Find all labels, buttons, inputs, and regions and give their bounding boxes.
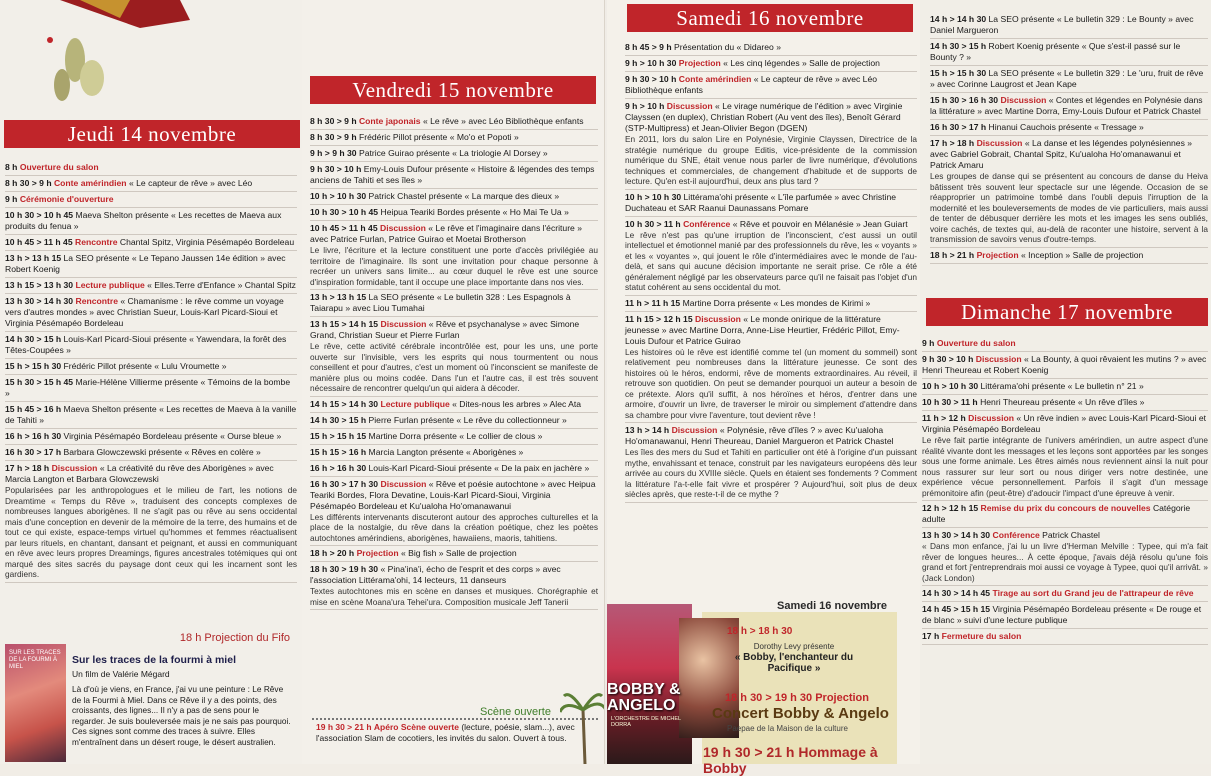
event-row <box>5 402 297 429</box>
event-text: Henri Theureau présente « Un rêve d'îles » <box>980 397 1145 407</box>
event-description: Les groupes de danse qui se présentent au concours de danse du Heiva bâtissent très souvent leur spectacle sur une légende. Occasion de se réapproprier un patrimoine tombé dans l'oubli depuis l'irruption de la modernité et les bouleversements de modes de vie particuliers, mais aussi de tenter de débusquer derrière les mots et les images les sens oubliés, voire cachés, de textes qui, au-delà de raconter une histoire, servent à la transmission de savoirs venus d'outre-temps. <box>930 171 1208 244</box>
event-text: « Le monde onirique de la littérature jeunesse » avec Martine Dorra, Anne-Lise Heurtier, Frédéric Pillot, Emy-Louis Dufour et Patrice Guirao <box>625 313 900 346</box>
event-row <box>625 99 917 190</box>
event-text: « Les cinq légendes » Salle de projection <box>723 58 880 68</box>
event-row <box>310 562 598 610</box>
event-kind: Conte amérindien <box>53 178 127 188</box>
page-samedi-dimanche <box>920 0 1211 764</box>
scene-ouverte-block <box>310 706 600 764</box>
event-row <box>922 501 1208 528</box>
event-kind: Discussion <box>380 223 426 233</box>
event-text: Littérama'ohi présente « L'île parfumée » avec Christine Duchateau et SAR Raanui Daunassans Pomare <box>625 191 897 213</box>
event-description: Les histoires où le rêve est identifié comme tel (un moment du sommeil) sont relativement peu nombreuses dans la littérature jeunesse. Ce sont des histoires où le héros, endormi, rêve de moments extraordinaires. Au réveil, il retrouve son quotidien. On peut se demander pourquoi un auteur a besoin de ce prétexte. Alors qu'il suffit, à nos héroïnes et héros, d'entrer dans une armoire, d'ouvrir un livre, de traverser le miroir ou simplement d'attendre dans sa chambre pour vivre l'aventure, tout devient rêve ! <box>625 346 917 420</box>
event-kind: Cérémonie d'ouverture <box>19 194 114 204</box>
event-text: « Chamanisme : le rêve comme un voyage vers d'autres mondes » avec Christian Sueur, Louis-Karl Picard-Sioui et Virginia Pésémapéo Bordeleau <box>5 296 284 328</box>
event-time: 13 h > 13 h 15 <box>310 292 367 302</box>
event-text: Pierre Furlan présente « Le rêve du collectionneur » <box>368 414 567 425</box>
event-time: 10 h > 10 h 30 <box>922 381 979 391</box>
event-description: Le rêve, cette activité cérébrale incontrôlée est, pour les uns, une porte ouverte sur l'invisible, vers les esprits qui nous tourmentent ou nous conseillent et pour d'autres, c'est un moment où l'inconscient se manifeste de manière plus ou moins codée. Dans l'un et l'autre cas, il est très souvent nécessaire de rencontrer quelqu'un qui aidera à décoder. <box>310 341 598 393</box>
day-banner-jeudi: Jeudi 14 novembre <box>4 120 300 148</box>
event-row <box>625 72 917 99</box>
page-vendredi <box>302 0 605 764</box>
event-text: La SEO présente « Le bulletin 329 : Le Bounty » avec Daniel Margueron <box>930 14 1194 35</box>
event-time: 8 h 30 > 9 h <box>5 178 52 188</box>
promo-line5: Concert Bobby & Angelo <box>712 705 889 722</box>
event-description: En 2011, lors du salon Lire en Polynésie, Virginie Clayssen, Directrice de la stratégie numérique du groupe Editis, vice-présidente de la commission numérique du SNE, était venue nous parler de livre numérique, d'évolutions techniques et commerciales, de changement d'habitude et de supports de lecture. Qu'en est-il aujourd'hui, deux ans plus tard ? <box>625 134 917 186</box>
event-row <box>310 205 598 221</box>
event-text: « Le capteur de rêve » avec Léo Bibliothèque enfants <box>625 74 877 95</box>
event-time: 14 h > 14 h 30 <box>930 14 987 24</box>
schedule-jeudi <box>5 160 297 583</box>
event-time: 18 h 30 > 19 h 30 <box>310 564 379 574</box>
event-kind: Discussion <box>666 101 713 111</box>
event-time: 8 h 30 > 9 h <box>310 116 357 126</box>
event-text: Heipua Teariki Bordes présente « Ho Mai Te Ua » <box>380 207 569 217</box>
event-text: « Le capteur de rêve » avec Léo <box>128 178 253 188</box>
event-text: Présentation du « Didareo » <box>673 42 781 52</box>
event-text: « La Bounty, à quoi rêvaient les mutins ? » avec Henri Theureau et Robert Koenig <box>922 354 1207 375</box>
event-time: 17 h > 18 h <box>930 138 975 148</box>
event-text: Marie-Hélène Villierme présente « Témoins de la bombe » <box>5 377 291 398</box>
event-kind: Lecture publique <box>75 280 145 290</box>
event-row <box>625 296 917 312</box>
fifo-text: Là d'où je viens, en France, j'ai vu une peinture : Le Rêve de la Fourmi à Miel. Dans ce Rêve il y a des points, des croissants, des lignes... Il n'y a pas de sens pour le regarder. Je suis bouleversée mais je ne sais pas pourquoi. Ces signes sont comme des traces à suivre. Elles m'entraînent dans un désert rouge, le désert australien. <box>72 684 291 747</box>
event-kind: Conférence <box>992 530 1040 540</box>
promo-line6: Paepae de la Maison de la culture <box>727 724 848 733</box>
event-kind: Rencontre <box>75 237 118 247</box>
event-time: 9 h > 10 h 30 <box>625 58 677 68</box>
event-text: « Un rêve indien » avec Louis-Karl Picard-Sioui et Virginia Pésémapéo Bordeleau <box>922 413 1206 434</box>
event-row <box>5 251 297 278</box>
event-time: 18 h > 21 h <box>930 249 975 260</box>
event-row <box>310 413 598 429</box>
event-kind: Ouverture du salon <box>19 162 99 172</box>
event-row <box>310 429 598 445</box>
event-text: Marcia Langton présente « Aborigènes » <box>368 446 524 457</box>
event-text: Littérama'ohi présente « Le bulletin n° 21 » <box>980 381 1144 391</box>
event-time: 16 h > 16 h 30 <box>310 462 367 473</box>
scene-text: (lecture, poésie, slam...), avec l'association Slam de cocotiers, les invités du salon. Ouvert à tous. <box>316 722 575 743</box>
schedule-samedi-continued <box>930 12 1208 264</box>
event-description: Les îles des mers du Sud et Tahiti en particulier ont été à l'origine d'un puissant mythe, envahissant et tenace, construit par les navigateurs européens dès leur arrivée au cours du XVIIIe siècle. Quels en étaient ses fondements ? Comment la littérature l'a-t-elle fait vivre et prospérer ? Aujourd'hui, soit plus de deux siècles après, que reste-t-il de ce mythe ? <box>625 447 917 499</box>
fifo-poster-text: SUR LES TRACES DE LA FOURMI À MIEL <box>9 650 61 670</box>
event-time: 10 h 45 > 11 h 45 <box>310 223 378 233</box>
event-text: « Contes et légendes en Polynésie dans la littérature » avec Martine Dorra, Emy-Louis Dufour et Patrick Chastel <box>930 95 1203 116</box>
event-text: Hinanui Cauchois présente « Tressage » <box>988 122 1144 132</box>
event-description: Le livre, l'écriture et la lecture constituent une porte d'accès privilégiée au territoire de l'imaginaire. Ils sont une invitation pour chaque personne à recréer un univers sans limite... au cœur duquel le rêve est une source d'inspiration formidable, tant il occupe une place importante dans nos vies. <box>310 245 598 287</box>
fifo-header: 18 h Projection du Fifo <box>179 632 290 644</box>
event-text: Robert Koenig présente « Que s'est-il passé sur le Bounty ? » <box>930 41 1181 62</box>
event-time: 8 h 30 > 9 h <box>310 132 357 142</box>
event-text: Maeva Shelton présente « Les recettes de Maeva aux produits du fenua » <box>5 210 282 231</box>
schedule-vendredi <box>310 114 598 610</box>
event-row <box>5 375 297 402</box>
event-row <box>310 162 598 189</box>
event-text: La SEO présente « Le bulletin 328 : Les Espagnols à Taiarapu » avec Liou Tumahai <box>310 292 571 313</box>
decorative-leaf-logo <box>20 0 200 110</box>
event-text: Emy-Louis Dufour présente « Histoire & légendes des temps anciens de Tahiti et ses îles » <box>310 164 595 185</box>
event-kind: Conférence <box>683 218 731 229</box>
event-time: 18 h > 20 h <box>310 548 355 558</box>
event-kind: Ouverture du salon <box>936 338 1016 348</box>
event-time: 16 h 30 > 17 h <box>5 447 62 457</box>
event-kind: Conte amérindien <box>678 74 752 84</box>
event-row <box>310 397 598 413</box>
event-text: Maeva Shelton présente « Les recettes de Maeva à la vanille de Tahiti » <box>5 404 297 425</box>
event-row <box>930 66 1208 93</box>
schedule-samedi <box>625 40 917 503</box>
event-text: « Dites-nous les arbres » Alec Ata <box>452 398 582 409</box>
event-row <box>5 278 297 294</box>
event-kind: Discussion <box>380 319 427 329</box>
scene-time: 19 h 30 > 21 h <box>316 722 372 732</box>
event-kind: Tirage au sort du Grand jeu de l'attrapeur de rêve <box>992 588 1194 598</box>
event-text: Frédéric Pillot présente « Mo'o et Popoti » <box>358 132 519 142</box>
event-time: 15 h 45 > 16 h <box>5 404 62 414</box>
event-row <box>5 429 297 445</box>
promo-line7: 19 h 30 > 21 h Hommage à Bobby <box>703 744 878 776</box>
event-text: « La créativité du rêve des Aborigènes » avec Marcia Langton et Barbara Glowczewski <box>5 463 274 484</box>
event-row <box>930 120 1208 136</box>
event-text: Chantal Spitz, Virginia Pésémapéo Bordeleau <box>119 237 295 247</box>
event-description: Les différents intervenants discuteront autour des approches culturelles et la place de la nostalgie, du rêve dans la création poétique, chez les poètes autochtones amérindiens, aborigènes, hawaiiens, maoris, tahitiens. <box>310 511 598 543</box>
event-text: « Pina'ina'i, écho de l'esprit et des corps » avec l'association Littérama'ohi, 14 lecteurs, 11 danseurs <box>310 564 561 585</box>
event-text: Virginia Pésémapéo Bordeleau présente « Ourse bleue » <box>63 431 282 441</box>
event-row <box>310 130 598 146</box>
event-kind: Discussion <box>671 425 718 435</box>
event-row <box>310 290 598 317</box>
event-time: 10 h > 10 h 30 <box>310 191 367 201</box>
fifo-title: Sur les traces de la fourmi à miel <box>72 654 236 666</box>
event-row <box>310 317 598 397</box>
event-kind: Remise du prix du concours de nouvelles <box>980 503 1151 513</box>
event-time: 13 h 30 > 14 h 30 <box>922 530 991 540</box>
event-time: 15 h 30 > 15 h 45 <box>5 377 74 387</box>
promo-line2: Dorothy Levy présente <box>753 642 835 651</box>
event-text: Virginia Pésémapéo Bordeleau présente « De rouge et de blanc » suivi d'une lecture publique <box>922 604 1202 625</box>
event-time: 9 h 30 > 10 h <box>922 354 974 364</box>
event-kind: Discussion <box>976 138 1023 148</box>
event-time: 17 h > 18 h <box>5 463 50 473</box>
event-kind: Conte japonais <box>358 116 421 126</box>
event-kind: Discussion <box>1000 95 1047 105</box>
event-time: 9 h <box>922 338 935 348</box>
event-time: 8 h <box>5 162 18 172</box>
event-row <box>310 146 598 162</box>
event-description: Le rêve fait partie intégrante de l'univers amérindien, un autre aspect d'une réalité vivante dont les messages et les leçons sont apportées par les songes sous une forme animale. Les êtres aimés nous reviennent ainsi la nuit pour nous rassurer sur leur sort ou nous diriger vers notre destinée, une expérience vécue personnellement. Parfois il s'agit d'un message prémonitoire afin (peut-être) d'adoucir l'impact d'une épreuve à venir. <box>922 435 1208 498</box>
day-banner-samedi: Samedi 16 novembre <box>627 4 913 32</box>
event-text: « Inception » Salle de projection <box>1021 249 1144 260</box>
event-kind: Discussion <box>968 413 1014 423</box>
event-kind: Fermeture du salon <box>941 631 1022 641</box>
event-kind: Discussion <box>380 478 427 489</box>
event-row <box>922 379 1208 395</box>
event-time: 11 h > 12 h <box>922 413 966 423</box>
event-row <box>930 12 1208 39</box>
event-text: La SEO présente « Le Tepano Jaussen 14e édition » avec Robert Koenig <box>5 253 286 274</box>
event-text: « Polynésie, rêve d'îles ? » avec Ku'ualoha Ho'omanawanui, Henri Theureau, Daniel Margueron et Patrick Chastel <box>625 425 894 446</box>
event-kind: Projection <box>356 548 399 558</box>
promo-date: Samedi 16 novembre <box>777 600 888 612</box>
event-time: 10 h 30 > 11 h <box>922 397 978 407</box>
event-row <box>922 586 1208 602</box>
event-row <box>930 248 1208 264</box>
event-time: 15 h 30 > 16 h 30 <box>930 95 999 105</box>
event-row <box>922 629 1208 645</box>
event-time: 15 h > 15 h 30 <box>930 68 987 78</box>
event-text: Patrick Chastel présente « La marque des dieux » <box>368 191 560 201</box>
event-row <box>930 136 1208 248</box>
event-time: 9 h 30 > 10 h <box>310 164 362 174</box>
event-time: 16 h > 16 h 30 <box>5 431 62 441</box>
promo-photo-subtitle: L'ORCHESTRE DE MICHEL DORRA <box>611 716 681 728</box>
event-row <box>625 423 917 503</box>
event-row <box>5 176 297 192</box>
event-time: 13 h 15 > 14 h 15 <box>310 319 379 329</box>
event-row <box>310 221 598 290</box>
concert-promo <box>607 598 897 776</box>
event-kind: Rencontre <box>75 296 118 306</box>
event-text: « Le rêve » avec Léo Bibliothèque enfants <box>422 116 584 126</box>
event-time: 9 h > 9 h 30 <box>310 148 357 158</box>
event-time: 9 h <box>5 194 18 204</box>
event-time: 13 h > 13 h 15 <box>5 253 62 263</box>
event-text: « Rêve et poésie autochtone » avec Heipua Teariki Bordes, Flora Devatine, Louis-Karl Picard-Sioui, Virginia Pésémapéo Bordeleau et Ku'ualoha Ho'omanawanui <box>310 478 596 511</box>
event-time: 15 h > 15 h 15 <box>310 430 367 441</box>
event-text: Martine Dorra présente « Le collier de clous » <box>368 430 543 441</box>
event-row <box>310 189 598 205</box>
event-text: Patrice Guirao présente « La triologie Al Dorsey » <box>358 148 548 158</box>
day-banner-vendredi: Vendredi 15 novembre <box>310 76 596 104</box>
event-text: « Le virage numérique de l'édition » avec Virginie Clayssen (en duplex), Christian Robert (Au vent des îles), Benoît Gérard (STP-Multipress) et Jean-Olivier Begon (DGEN) <box>625 101 903 133</box>
event-row <box>922 395 1208 411</box>
event-kind: Projection <box>976 249 1019 260</box>
event-row <box>922 336 1208 352</box>
fifo-subtitle: Un film de Valérie Mégard <box>72 669 170 679</box>
event-kind: Discussion <box>975 354 1022 364</box>
event-row <box>625 217 917 296</box>
event-row <box>930 39 1208 66</box>
event-text: « Big fish » Salle de projection <box>401 548 517 558</box>
event-description: Le rêve n'est pas qu'une irruption de l'inconscient, c'est aussi un outil intellectuel et émotionnel manié par des professionnels du rêve, les « voyants » et les « voyantes », qui jouent le rôle d'intermédiaires avec le monde de l'au-delà, et sans qui aucune décision importante ne serait prise. Ce rôle a été généralement négligé par les observateurs parce qu'il ne faisait pas l'objet d'un statut cohérent au sens occidental du mot. <box>625 229 917 292</box>
event-row <box>625 56 917 72</box>
event-text: Louis-Karl Picard-Sioui présente « Yawendara, la forêt des Têtes-Coupées » <box>5 334 287 355</box>
event-row <box>922 411 1208 501</box>
event-time: 9 h 30 > 10 h <box>625 74 677 84</box>
fifo-block <box>0 632 302 764</box>
event-time: 16 h 30 > 17 h 30 <box>310 478 379 489</box>
event-time: 16 h 30 > 17 h <box>930 122 987 132</box>
event-time: 14 h 30 > 14 h 45 <box>922 588 991 598</box>
event-row <box>5 461 297 583</box>
promo-photo-title: BOBBY & ANGELO <box>607 681 681 714</box>
event-time: 10 h 30 > 11 h <box>625 218 681 229</box>
event-row <box>5 235 297 251</box>
event-text: « Rêve et psychanalyse » avec Simone Grand, Christian Sueur et Pierre Furlan <box>310 319 580 340</box>
event-time: 12 h > 12 h 15 <box>922 503 979 513</box>
promo-line4: 18 h 30 > 19 h 30 Projection <box>725 692 869 704</box>
event-description: « Dans mon enfance, j'ai lu un livre d'Herman Melville : Typee, qui m'a fait rêver de longues heures... À cette époque, j'avais déjà résolu qu'une fois grand et fort j'entreprendrais moi aussi ce voyage à Typee, quoi qu'il arrivât. » (Jack London) <box>922 541 1208 583</box>
day-banner-dimanche: Dimanche 17 novembre <box>926 298 1208 326</box>
promo-line3: « Bobby, l'enchanteur du Pacifique » <box>734 652 854 674</box>
event-row <box>5 332 297 359</box>
event-kind: Discussion <box>695 313 741 324</box>
event-text: « Le rêve et l'imaginaire dans l'écriture » avec Patrice Furlan, Patrice Guirao et Moetai Brotherson <box>310 223 583 244</box>
event-time: 13 h 15 > 13 h 30 <box>5 280 74 290</box>
event-time: 14 h 30 > 15 h <box>930 41 987 51</box>
event-time: 15 h > 15 h 30 <box>5 361 62 371</box>
event-row <box>5 359 297 375</box>
event-text: « Elles.Terre d'Enfance » Chantal Spitz <box>147 280 296 290</box>
event-row <box>310 546 598 562</box>
event-time: 15 h 15 > 16 h <box>310 446 367 457</box>
event-row <box>922 352 1208 379</box>
event-kind: Projection <box>678 58 721 68</box>
scene-box <box>312 718 598 764</box>
event-description: Textes autochtones mis en scène en danses et musiques. Chorégraphie et mise en scène Moana'ura Tehei'ura. Composition musicale Jeff Tanerii <box>310 586 598 607</box>
event-row <box>922 528 1208 586</box>
event-time: 11 h > 11 h 15 <box>625 297 681 308</box>
event-time: 14 h 30 > 15 h <box>5 334 62 344</box>
event-time: 13 h > 14 h <box>625 425 670 435</box>
scene-header: Scène ouverte <box>480 706 551 718</box>
event-time: 17 h <box>922 631 940 641</box>
event-time: 10 h 30 > 10 h 45 <box>310 207 379 217</box>
event-row <box>5 208 297 235</box>
event-row <box>310 477 598 547</box>
fifo-poster <box>5 644 66 762</box>
palm-tree-decoration <box>560 690 606 764</box>
event-row <box>625 312 917 424</box>
event-row <box>625 190 917 217</box>
event-kind: Discussion <box>51 463 98 473</box>
event-text: « La danse et les légendes polynésiennes » avec Gabriel Gobrait, Chantal Spitz, Ku'ualoha Ho'omanawanui et Patrick Amaru <box>930 138 1193 170</box>
event-text: Louis-Karl Picard-Sioui présente « De la paix en jachère » <box>368 462 590 473</box>
event-row <box>310 445 598 461</box>
event-kind: Lecture publique <box>380 398 450 409</box>
event-text: La SEO présente « Le bulletin 329 : Le 'uru, fruit de rêve » avec Corinne Laugrost et Jean Kape <box>930 68 1204 89</box>
event-time: 13 h 30 > 14 h 30 <box>5 296 74 306</box>
event-row <box>310 114 598 130</box>
scene-kind: Apéro Scène ouverte <box>373 722 459 732</box>
event-description: Popularisées par les anthropologues et le milieu de l'art, les notions de Dreamtime « Temps du Rêve », traduisent des concepts complexes de nombreuses langues aborigènes. Il ne s'agit pas ou rêve au sens occidental mais d'une conception en devenir de la mémoire de la terre, des humains et de tout ce qui existe, espace-temps virtuel qu'hommes et femmes réactualisent par leurs rituels, en chantant, dansant et peignant, et aussi en communiquant en rêve avec leurs propres Dreamings, figures ancestrales totémiques qui ont marqué des sites sacrés du paysage dont ceux qui les incarnent sont les gardiens. <box>5 485 297 579</box>
event-text: Frédéric Pillot présente « Lulu Vroumette » <box>63 361 227 371</box>
event-text: Martine Dorra présente « Les mondes de Kirimi » <box>682 297 871 308</box>
schedule-dimanche <box>922 336 1208 645</box>
event-time: 10 h 30 > 10 h 45 <box>5 210 74 220</box>
event-time: 14 h 45 > 15 h 15 <box>922 604 991 614</box>
event-row <box>310 461 598 477</box>
event-row <box>5 160 297 176</box>
promo-line1: 18 h > 18 h 30 <box>727 626 793 637</box>
page-jeudi <box>0 0 302 764</box>
event-text: Barbara Glowczewski présente « Rêves en colère » <box>63 447 261 457</box>
event-text: Catégorie adulte <box>922 503 1191 524</box>
event-row <box>5 445 297 461</box>
event-time: 14 h 15 > 14 h 30 <box>310 398 379 409</box>
event-time: 8 h 45 > 9 h <box>625 42 672 52</box>
event-time: 10 h 45 > 11 h 45 <box>5 237 73 247</box>
event-row <box>625 40 917 56</box>
event-time: 14 h 30 > 15 h <box>310 414 367 425</box>
event-row <box>5 294 297 332</box>
event-row <box>930 93 1208 120</box>
event-row <box>922 602 1208 629</box>
event-row <box>5 192 297 208</box>
event-time: 10 h > 10 h 30 <box>625 191 682 202</box>
event-text: Patrick Chastel <box>1042 530 1100 540</box>
event-time: 11 h 15 > 12 h 15 <box>625 313 693 324</box>
event-text: « Rêve et pouvoir en Mélanésie » Jean Guiart <box>732 218 908 229</box>
event-time: 9 h > 10 h <box>625 101 665 111</box>
